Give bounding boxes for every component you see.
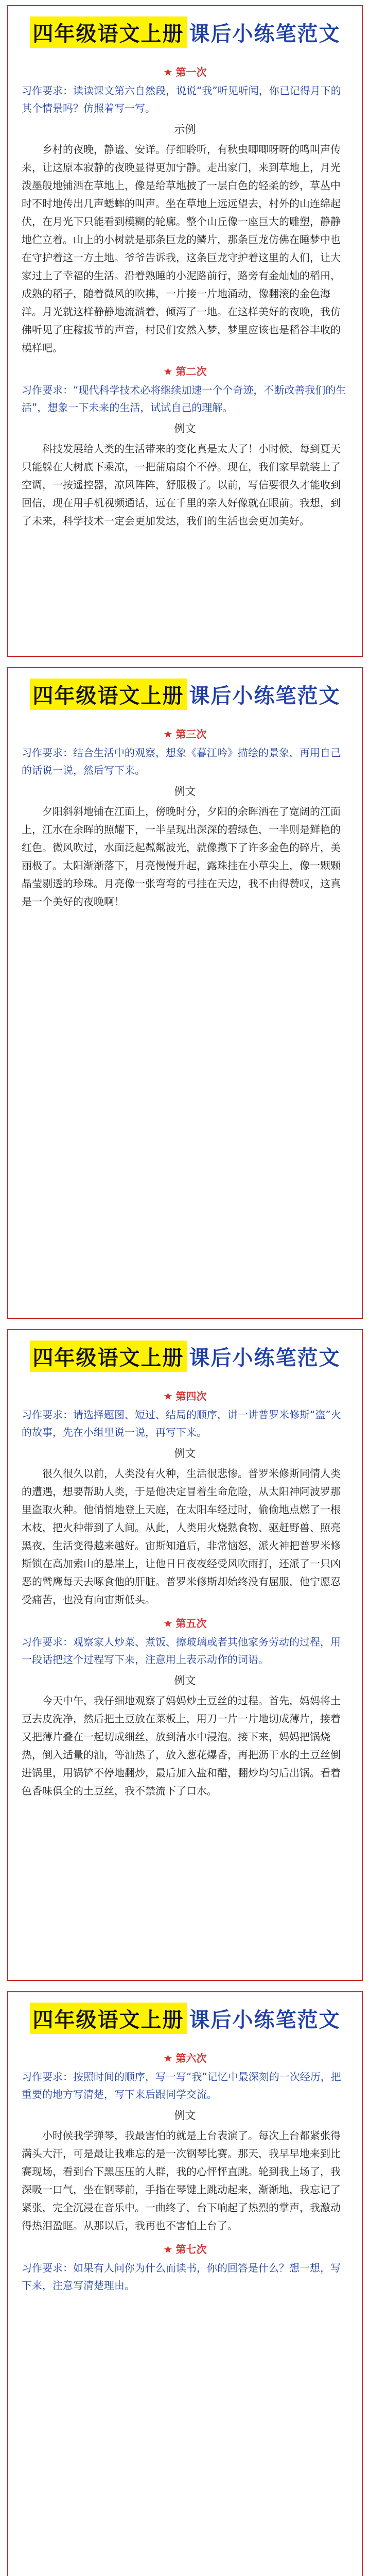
task-text: 习作要求：如果有人问你为什么而读书，你的回答是什么？想一想，写下来，注意写清楚理由。 — [22, 2262, 341, 2292]
task-text: 习作要求：读读课文第六自然段，说说“我”听见听闻，你已记得月下的其个情景吗？仿照着写一写。 — [22, 84, 341, 114]
header-title: 课后小练笔范文 — [189, 684, 341, 708]
sample-label: 例文 — [174, 2109, 196, 2122]
sample-label: 例文 — [174, 1447, 196, 1460]
header-title: 课后小练笔范文 — [189, 22, 341, 46]
card-header — [22, 1992, 348, 2044]
essay-text: 今天中午，我仔细地观察了妈妈炒土豆丝的过程。首先，妈妈将土豆去皮洗净，然后把土豆放在菜板上，用刀一片一片地切成薄片，接着又把薄片叠在一起切成细丝，放到清水中浸泡。接下来，妈妈把锅烧热，倒入适量的油，等油热了，放入葱花爆香，再把沥干水的土豆丝倒进锅里，用锅铲不停地翻炒，最后加入盐和醋，翻炒均匀后出锅。看着色香味俱全的土豆丝，我不禁流下了口水。 — [22, 1694, 341, 1797]
section-title: ★ 第二次 — [163, 365, 207, 378]
star-icon: ★ — [163, 728, 173, 740]
card-header — [22, 1330, 348, 1382]
task-text: 习作要求：“现代科学技术必将继续加速一个个奇迹，不断改善我们的生活”，想象一下未来的生活，试试自己的理解。 — [22, 384, 346, 414]
header-highlight: 四年级语文上册 — [30, 1341, 187, 1372]
sample-label: 示例 — [174, 123, 196, 135]
header-highlight: 四年级语文上册 — [30, 2003, 187, 2034]
worksheet-card-3 — [7, 1329, 363, 1981]
sample-label: 例文 — [174, 785, 196, 798]
header-title: 课后小练笔范文 — [189, 1346, 341, 1370]
star-icon: ★ — [163, 66, 173, 78]
section-title: ★ 第六次 — [163, 2052, 207, 2064]
header-title: 课后小练笔范文 — [189, 2008, 341, 2032]
essay-text: 小时候我学弹琴，我最害怕的就是上台表演了。每次上台都紧张得满头大汗，可是最让我难忘的是一次钢琴比赛。那天，我早早地来到比赛现场，看到台下黑压压的人群，我的心怦怦直跳。轮到我上场了，我深吸一口气，坐在钢琴前，手指在琴键上跳动起来，渐渐地，我忘记了紧张，完全沉浸在音乐中。一曲终了，台下响起了热烈的掌声，我激动得热泪盈眶。从那以后，我再也不害怕上台了。 — [22, 2129, 341, 2232]
task-text: 习作要求：结合生活中的观察，想象《暮江吟》描绘的景象，再用自己的话说一说，然后写下来。 — [22, 747, 341, 776]
worksheet-card-4 — [7, 1991, 363, 2576]
task-text: 习作要求：观察家人炒菜、煮饭、擦玻璃或者其他家务劳动的过程，用一段话把这个过程写下来，注意用上表示动作的词语。 — [22, 1636, 341, 1666]
star-icon: ★ — [163, 2052, 173, 2064]
sample-label: 例文 — [174, 1674, 196, 1687]
section-title: ★ 第五次 — [163, 1617, 207, 1630]
header-highlight: 四年级语文上册 — [30, 679, 187, 710]
worksheet-card-2 — [7, 667, 363, 1319]
task-text: 习作要求：按照时间的顺序，写一写“我”记忆中最深刻的一次经历，把重要的地方写清楚，写下来后跟同学交流。 — [22, 2071, 341, 2100]
card-header — [22, 6, 348, 58]
essay-text: 科技发展给人类的生活带来的变化真是太大了！小时候，每到夏天只能躲在大树底下乘凉，一把蒲扇扇个不停。现在，我们家早就装上了空调，一按遥控器，凉风阵阵，舒服极了。以前，写信要很久才能收到回信，现在用手机视频通话，远在千里的亲人好像就在眼前。我想，到了未来，科学技术一定会更加发达，我们的生活也会更加美好。 — [22, 443, 341, 527]
sample-label: 例文 — [174, 422, 196, 435]
section-title: ★ 第四次 — [163, 1390, 207, 1402]
section-title: ★ 第一次 — [163, 66, 207, 78]
task-text: 习作要求：请选择题图、短过、结局的顺序，讲一讲普罗米修斯“盗”火的故事，先在小组里说一说，再写下来。 — [22, 1409, 341, 1438]
card-header — [22, 668, 348, 720]
section-title: ★ 第三次 — [163, 728, 207, 740]
essay-text: 乡村的夜晚，静谧、安详。仔细聆听，有秋虫唧唧呀呀的鸣叫声传来，让这原本寂静的夜晚显得更加宁静。走出家门，来到草地上，月光泼墨般地铺洒在草地上，像是给草地披了一层白色的轻柔的纱，草丛中时不时地传出几声蟋蟀的叫声。坐在草地上远远望去，村外的山连绵起伏，在月光下只能看到模糊的轮廓。整个山丘像一座巨大的雕塑，静静地伫立着。山上的小树就是那条巨龙的鳞片，那条巨龙仿佛在睡梦中也在守护着这一方土地。爷爷告诉我，这条巨龙守护着这里的人们，让大家过上了幸福的生活。沿着熟睡的小泥路前行，路旁有金灿灿的稻田，成熟的稻子，随着微风的吹拂，一片接一片地涌动，像翻滚的金色海洋。月光就这样静静地流淌着，倾泻了一地。在这样美好的夜晚，我仿佛听见了庄稼拔节的声音，村民们安然入梦，梦里应该也是稻谷丰收的模样吧。 — [22, 143, 341, 354]
essay-text: 夕阳斜斜地铺在江面上，傍晚时分，夕阳的余晖洒在了宽阔的江面上，江水在余晖的照耀下，一半呈现出深深的碧绿色，一半则是鲜艳的红色。微风吹过，水面泛起粼粼波光，就像撒下了许多金色的碎片，美丽极了。太阳渐渐落下，月亮慢慢升起，露珠挂在小草尖上，像一颗颗晶莹剔透的珍珠。月亮像一张弯弯的弓挂在天边，我不由得赞叹，这真是一个美好的夜晚啊！ — [22, 805, 341, 908]
worksheet-card-1 — [7, 5, 363, 657]
star-icon: ★ — [163, 1390, 173, 1402]
header-highlight: 四年级语文上册 — [30, 16, 187, 48]
star-icon: ★ — [163, 2243, 173, 2256]
essay-text: 很久很久以前，人类没有火种，生活很悲惨。普罗米修斯同情人类的遭遇，想要帮助人类，于是他决定冒着生命危险，从太阳神阿波罗那里盗取火种。他悄悄地登上天庭，在太阳车经过时，偷偷地点燃了一根木枝，把火种带到了人间。从此，人类用火烧熟食物、驱赶野兽、照亮黑夜，生活变得越来越好。宙斯知道后，非常恼怒，派火神把普罗米修斯锁在高加索山的悬崖上，让他日日夜夜经受风吹雨打，还派了一只凶恶的鹫鹰每天去啄食他的肝脏。普罗米修斯却始终没有屈服，他宁愿忍受痛苦，也没有向宙斯低头。 — [22, 1467, 341, 1606]
star-icon: ★ — [163, 365, 173, 378]
section-title: ★ 第七次 — [163, 2243, 207, 2256]
star-icon: ★ — [163, 1617, 173, 1630]
